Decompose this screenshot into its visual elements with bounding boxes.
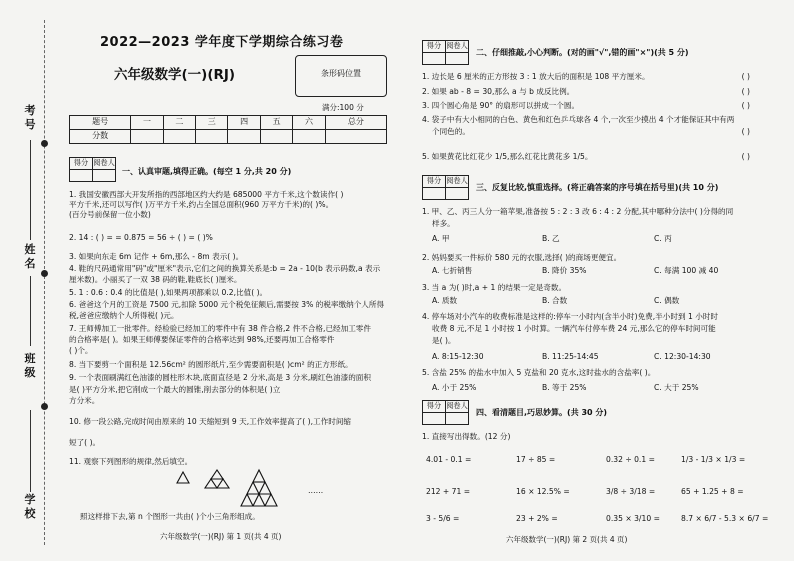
option-c[interactable]: C. 大于 25%: [654, 383, 699, 392]
question-line: 2. 14 : ( ) = = 0.875 = 56 ÷ ( ) = ( )%: [69, 233, 213, 242]
cut-line: [44, 20, 45, 545]
calc-item: 0.32 ÷ 0.1 =: [606, 455, 655, 464]
question-line: 的合格率是( )。如果王师傅要保证零件的合格率达到 98%,还要再加工合格零件: [69, 335, 335, 344]
judge-item: 1. 边长是 6 厘米的正方形按 3 : 1 放大后的面积是 108 平方厘米。: [422, 72, 650, 81]
choice-question: 样多。: [432, 219, 455, 228]
choice-question: 3. 当 a 为( )时,a + 1 的结果一定是奇数。: [422, 283, 567, 292]
question-line: (百分号前保留一位小数): [69, 210, 151, 219]
exam-subtitle: 六年级数学(一)(RJ): [114, 67, 236, 83]
question-line: 11. 观察下列图形的规律,然后填空。: [69, 457, 193, 466]
grader-score-cell[interactable]: [423, 413, 446, 425]
calc-item: 0.35 × 3/10 =: [606, 514, 660, 523]
question-line: 方分米。: [69, 396, 100, 405]
section-3-title: 三、反复比较,慎重选择。(将正确答案的序号填在括号里)(共 10 分): [476, 183, 719, 192]
calc-item: 8.7 × 6/7 - 5.3 × 6/7 =: [681, 514, 769, 523]
page-footer: 六年级数学(一)(RJ) 第 1 页(共 4 页): [160, 532, 282, 541]
section-2-title: 二、仔细推敲,小心判断。(对的画"√",错的画"×")(共 5 分): [476, 48, 689, 57]
score-input-cell[interactable]: [163, 130, 195, 144]
judge-item: 2. 如果 ab - 8 = 30,那么 a 与 b 成反比例。: [422, 87, 575, 96]
choice-question: 1. 甲、乙、丙三人分一箱苹果,准备按 5 : 2 : 3 改 6 : 4 : 2 分配,其中哪种分法中( )分得的同: [422, 207, 734, 216]
question-line: 7. 王师傅加工一批零件。经检验已经加工的零件中有 38 件合格,2 件不合格,已经加工零件: [69, 324, 371, 333]
grader-reviewer-cell[interactable]: [446, 188, 469, 200]
score-table-score-row: [70, 130, 387, 144]
binding-label-xingming: 姓名: [24, 243, 36, 270]
choice-question: 5. 含盐 25% 的盐水中加入 5 克盐和 20 克水,这时盐水的含盐率( )。: [422, 368, 656, 377]
grader-box: [422, 175, 469, 200]
option-a[interactable]: A. 小于 25%: [432, 383, 477, 392]
grader-reviewer-label: 阅卷人: [93, 158, 116, 170]
question-line: 厘米数)。小丽买了一双 38 码的鞋,鞋底长( )厘米。: [69, 275, 242, 284]
score-table-cell: 五: [260, 116, 292, 130]
score-table-cell: 三: [196, 116, 228, 130]
option-a[interactable]: A. 质数: [432, 296, 458, 305]
calc-item: 4.01 - 0.1 =: [426, 455, 472, 464]
binding-strip: [0, 0, 58, 561]
calc-item: 16 × 12.5% =: [516, 487, 570, 496]
exam-page-2: [418, 0, 778, 561]
exam-title: 2022—2023 学年度下学期综合练习卷: [100, 35, 344, 50]
grader-score-cell[interactable]: [423, 53, 446, 65]
binding-line: [30, 276, 31, 346]
question-line: 10. 修一段公路,完成时间由原来的 10 天缩短到 9 天,工作效率提高了( ),工作时间缩: [69, 417, 352, 426]
barcode-label: 条形码位置: [321, 69, 361, 78]
grader-box: [422, 400, 469, 425]
option-b[interactable]: B. 降价 35%: [542, 266, 587, 275]
judge-item: 4. 袋子中有大小相同的白色、黄色和红色乒乓球各 4 个,一次至少摸出 4 个才能保证其中有两: [422, 115, 735, 124]
score-input-cell[interactable]: [228, 130, 260, 144]
grader-reviewer-cell[interactable]: [93, 170, 116, 182]
answer-paren[interactable]: ( ): [741, 87, 750, 96]
full-score: 满分:100 分: [322, 103, 364, 112]
question-line: 照这样排下去,第 n 个图形一共由( )个小三角形组成。: [80, 512, 260, 521]
page-footer: 六年级数学(一)(RJ) 第 2 页(共 4 页): [506, 535, 628, 544]
score-table-cell: 二: [163, 116, 195, 130]
judge-item: 个同色的。: [432, 127, 470, 136]
grader-score-label: 得分: [423, 176, 446, 188]
question-line: 平方千米,还可以写作( )万平方千米,约占全国总面积(960 万平方千米)的( )%。: [69, 200, 334, 209]
grader-reviewer-cell[interactable]: [446, 413, 469, 425]
answer-paren[interactable]: ( ): [741, 72, 750, 81]
option-a[interactable]: A. 甲: [432, 234, 450, 243]
question-line: 6. 爸爸这个月的工资是 7500 元,扣除 5000 元个税免征额后,需要按 3% 的税率缴纳个人所得: [69, 300, 385, 309]
option-b[interactable]: B. 乙: [542, 234, 560, 243]
option-b[interactable]: B. 等于 25%: [542, 383, 587, 392]
option-c[interactable]: C. 丙: [654, 234, 672, 243]
option-a[interactable]: A. 8:15-12:30: [432, 352, 484, 361]
ellipsis: ……: [308, 486, 324, 495]
option-b[interactable]: B. 合数: [542, 296, 568, 305]
answer-paren[interactable]: ( ): [741, 152, 750, 161]
question-line: ( )个。: [69, 346, 93, 355]
triangle-pattern-figure: [175, 468, 305, 512]
triangle-figure-2: [205, 470, 229, 488]
score-table-cell: 题号: [70, 116, 131, 130]
binding-line: [30, 410, 31, 492]
section-4-title: 四、看清题目,巧思妙算。(共 30 分): [476, 408, 608, 417]
score-table-header-row: [70, 116, 387, 130]
question-line: 5. 1 : 0.6 : 0.4 的比值是( ),如果两项都乘以 0.2,比值( )。: [69, 288, 268, 297]
score-table-cell: 总分: [325, 116, 386, 130]
calc-item: 212 + 71 =: [426, 487, 471, 496]
question-line: 1. 我国安徽西部大开发所指的西部地区约大约是 685000 平方千米,这个数读作( ): [69, 190, 344, 199]
question-line: 9. 一个表面刷满红色油漆的圆柱形木块,底面直径是 2 分米,高是 3 分米,刷红色油漆的面积: [69, 373, 371, 382]
choice-question: 2. 妈妈要买一件标价 580 元的衣服,选择( )的商场更便宜。: [422, 253, 622, 262]
answer-paren[interactable]: ( ): [741, 127, 750, 136]
grader-score-label: 得分: [423, 401, 446, 413]
option-c[interactable]: C. 偶数: [654, 296, 680, 305]
calc-item: 1/3 - 1/3 × 1/3 =: [681, 455, 746, 464]
binding-dot: [41, 403, 48, 410]
binding-dot: [41, 140, 48, 147]
answer-paren[interactable]: ( ): [741, 101, 750, 110]
barcode-box: [295, 55, 387, 97]
calc-item: 23 + 2% =: [516, 514, 558, 523]
option-b[interactable]: B. 11:25-14:45: [542, 352, 599, 361]
option-c[interactable]: C. 每满 100 减 40: [654, 266, 719, 275]
calc-item: 3 - 5/6 =: [426, 514, 460, 523]
score-table-cell: 一: [131, 116, 163, 130]
calc-item: 17 ÷ 85 =: [516, 455, 556, 464]
question-line: 3. 如果向东走 6m 记作 + 6m,那么 - 8m 表示( )。: [69, 252, 244, 261]
judge-item: 3. 四个圆心角是 90° 的扇形可以拼成一个圆。: [422, 101, 580, 110]
binding-label-kaohao: 考号: [24, 104, 36, 131]
grader-score-cell[interactable]: [423, 188, 446, 200]
option-c[interactable]: C. 12:30-14:30: [654, 352, 711, 361]
score-table: [69, 115, 387, 144]
grader-box: [69, 157, 116, 182]
choice-question: 4. 停车场对小汽车的收费标准是这样的:停车一小时内(含半小时)免费,半小时到 1 小时时: [422, 312, 718, 321]
section-1-title: 一、认真审题,填得正确。(每空 1 分,共 20 分): [122, 167, 292, 176]
calc-item: 3/8 ÷ 3/18 =: [606, 487, 656, 496]
question-line: 税,爸爸应缴纳个人所得税( )元。: [69, 311, 179, 320]
question-line: 是( )平方分米,把它削成一个最大的圆锥,削去部分的体积是( )立: [69, 385, 281, 394]
grader-score-label: 得分: [423, 41, 446, 53]
calc-intro: 1. 直接写出得数。(12 分): [422, 432, 511, 441]
binding-dot: [41, 270, 48, 277]
question-line: 8. 当下要剪一个面积是 12.56cm² 的圆形纸片,至少需要面积是( )cm² 的正方形纸。: [69, 360, 353, 369]
binding-label-xuexiao: 学校: [24, 493, 36, 520]
judge-item: 5. 如果黄花比红花少 1/5,那么红花比黄花多 1/5。: [422, 152, 593, 161]
score-input-cell[interactable]: [325, 130, 386, 144]
score-input-cell[interactable]: [131, 130, 163, 144]
binding-line: [30, 140, 31, 240]
choice-question: 是( )。: [432, 336, 456, 345]
exam-page-1: [60, 0, 394, 561]
question-line: 4. 鞋的尺码通常用"码"或"厘米"表示,它们之间的换算关系是:b = 2a - 10(b 表示码数,a 表示: [69, 264, 381, 273]
score-table-cell: 分数: [70, 130, 131, 144]
choice-question: 收费 8 元,不足 1 小时按 1 小时算。一辆汽车付停车费 24 元,那么它的停车时间可能: [432, 324, 716, 333]
score-table-cell: 六: [293, 116, 325, 130]
triangle-figure-1: [177, 472, 189, 483]
calc-item: 65 + 1.25 + 8 =: [681, 487, 744, 496]
grader-score-label: 得分: [70, 158, 93, 170]
option-a[interactable]: A. 七折销售: [432, 266, 473, 275]
question-line: 短了( )。: [69, 438, 101, 447]
grader-score-cell[interactable]: [70, 170, 93, 182]
grader-reviewer-label: 阅卷人: [446, 401, 469, 413]
grader-reviewer-cell[interactable]: [446, 53, 469, 65]
score-input-cell[interactable]: [196, 130, 228, 144]
grader-reviewer-label: 阅卷人: [446, 41, 469, 53]
score-input-cell[interactable]: [293, 130, 325, 144]
triangle-figure-3: [241, 470, 277, 506]
score-input-cell[interactable]: [260, 130, 292, 144]
grader-box: [422, 40, 469, 65]
score-table-cell: 四: [228, 116, 260, 130]
grader-reviewer-label: 阅卷人: [446, 176, 469, 188]
binding-label-banji: 班级: [24, 352, 36, 379]
